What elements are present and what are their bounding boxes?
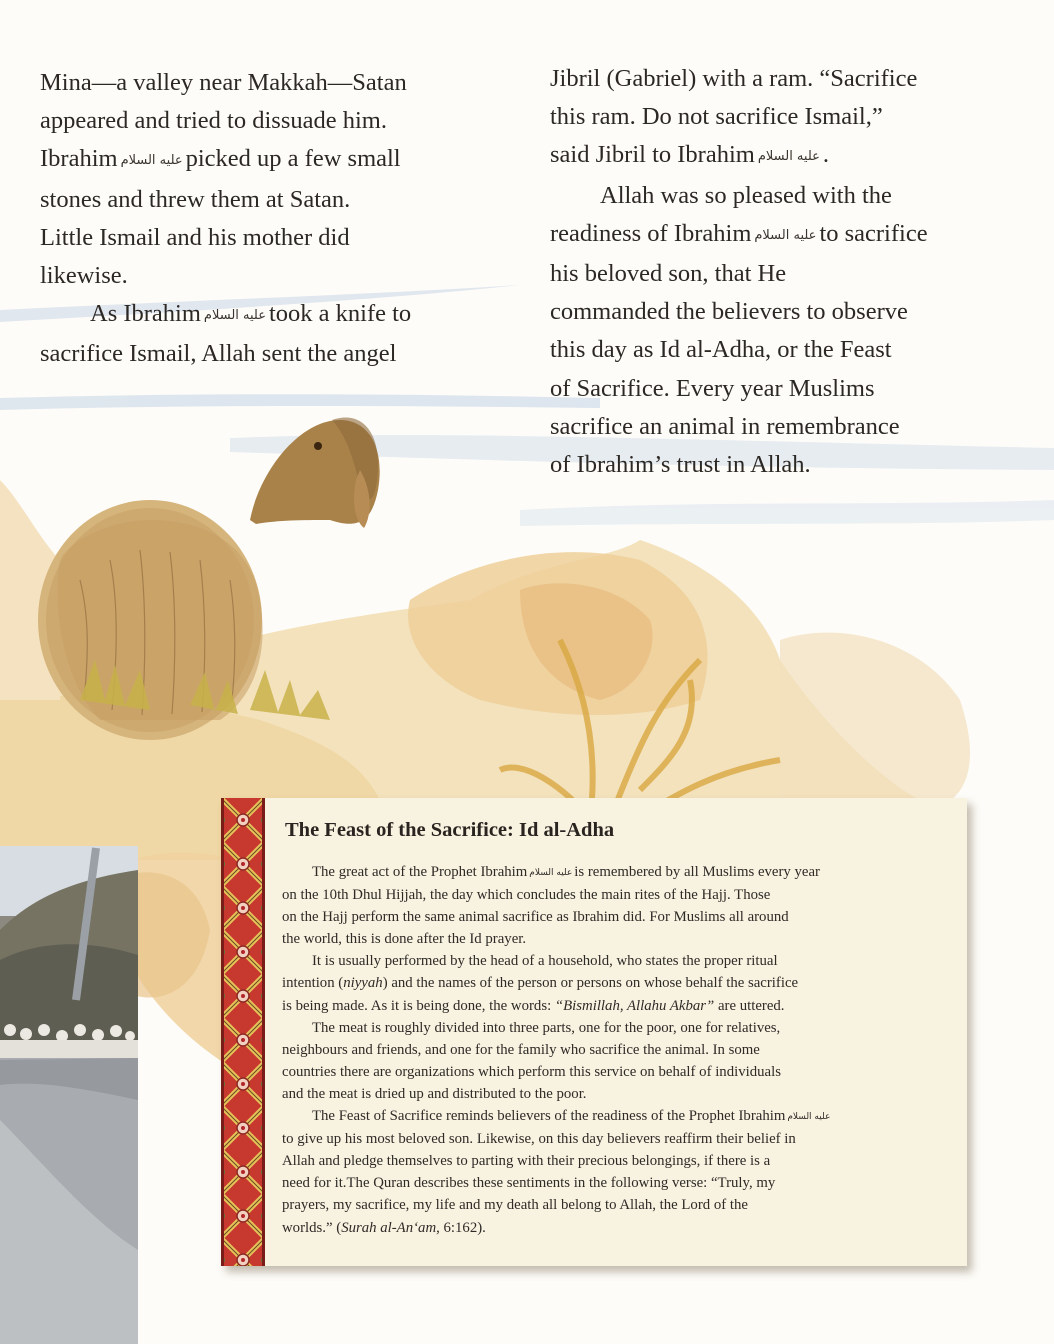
ornamental-border — [221, 798, 265, 1266]
text-line: Ibrahim — [40, 145, 118, 173]
grey-photo — [0, 1058, 138, 1344]
text-line: said Jibril to Ibrahim — [550, 141, 755, 169]
text-line: his beloved son, that He — [550, 260, 787, 288]
text-line: As Ibrahim — [90, 300, 201, 328]
text-line: Allah was so pleased with the — [600, 181, 892, 209]
text-line: picked up a few small — [185, 145, 401, 173]
honorific-icon: عليه السلام — [754, 227, 817, 243]
text-line: , 6:162). — [436, 1219, 486, 1236]
text-line: is remembered by all Muslims every year — [574, 864, 820, 880]
paragraph — [40, 295, 470, 373]
text-line: prayers, my sacrifice, my life and my death all belong to Allah, the Lord of the — [282, 1197, 748, 1214]
text-line: are uttered. — [714, 997, 785, 1014]
text-line: this ram. Do not sacrifice Ismail,” — [550, 103, 883, 131]
text-line: is being made. As it is being done, the words: — [282, 997, 555, 1014]
text-line: appeared and tried to dissuade him. — [40, 107, 387, 135]
pilgrims-photo — [0, 846, 138, 1058]
paragraph — [282, 1017, 890, 1105]
text-line: The Feast of Sacrifice reminds believers of the readiness of the Prophet Ibrahim — [312, 1108, 786, 1125]
text-line: worlds.” ( — [282, 1219, 342, 1236]
italic-citation: Surah al-An‘am — [341, 1219, 437, 1236]
body-column-right — [550, 60, 970, 484]
text-line: commanded the believers to observe — [550, 298, 908, 326]
text-line: countries there are organizations which perform this service on behalf of individuals — [282, 1063, 781, 1080]
honorific-icon: عليه السلام — [529, 868, 573, 878]
text-line: ) and the names of the person or persons on whose behalf the sacrifice — [382, 975, 799, 992]
text-line: of Sacrifice. Every year Muslims — [550, 374, 875, 402]
honorific-icon: عليه السلام — [757, 149, 820, 165]
paragraph — [550, 177, 970, 485]
text-line: The great act of the Prophet Ibrahim — [312, 864, 528, 880]
paragraph — [550, 60, 970, 177]
text-line: . — [822, 141, 830, 169]
text-line: of Ibrahim’s trust in Allah. — [550, 451, 811, 479]
body-column-left — [40, 64, 470, 374]
text-line: neighbours and friends, and one for the family who sacrifice the animal. In some — [282, 1041, 760, 1058]
sidebar-info-box — [221, 798, 967, 1266]
text-line: this day as Id al-Adha, or the Feast — [550, 336, 892, 364]
text-line: sacrifice an animal in remembrance — [550, 412, 900, 440]
text-line: to give up his most beloved son. Likewise, on this day believers reaffirm their belief in — [282, 1131, 796, 1148]
honorific-icon: عليه السلام — [203, 308, 266, 324]
text-line: likewise. — [40, 262, 128, 290]
text-line: It is usually performed by the head of a household, who states the proper ritual — [312, 953, 778, 970]
text-line: Allah and pledge themselves to parting with their precious belongings, if there is a — [282, 1153, 771, 1170]
text-line: took a knife to — [268, 300, 412, 328]
paragraph — [282, 950, 890, 1016]
paragraph — [282, 1105, 890, 1239]
paragraph — [40, 64, 470, 295]
box-title: The Feast of the Sacrifice: Id al-Adha — [285, 819, 615, 841]
text-line: stones and threw them at Satan. — [40, 185, 351, 213]
text-line: to sacrifice — [819, 219, 928, 247]
honorific-icon: عليه السلام — [120, 153, 183, 169]
text-line: need for it.The Quran describes these sentiments in the following verse: “Truly, my — [282, 1175, 776, 1192]
text-line: sacrifice Ismail, Allah sent the angel — [40, 340, 397, 368]
text-line: on the Hajj perform the same animal sacrifice as Ibrahim did. For Muslims all around — [282, 909, 789, 926]
text-line: and the meat is dried up and distributed to the poor. — [282, 1085, 587, 1102]
box-body — [282, 861, 890, 1239]
honorific-icon: عليه السلام — [787, 1112, 831, 1123]
text-line: Jibril (Gabriel) with a ram. “Sacrifice — [550, 65, 918, 92]
text-line: The meat is roughly divided into three parts, one for the poor, one for relatives, — [312, 1019, 781, 1036]
text-line: intention ( — [282, 975, 344, 992]
text-line: Little Ismail and his mother did — [40, 223, 350, 251]
text-line: Mina—a valley near Makkah—Satan — [40, 69, 407, 96]
text-line: readiness of Ibrahim — [550, 219, 752, 247]
text-line: on the 10th Dhul Hijjah, the day which concludes the main rites of the Hajj. Those — [282, 887, 771, 904]
text-line: the world, this is done after the Id prayer. — [282, 931, 527, 948]
italic-term: niyyah — [343, 975, 383, 992]
italic-quote: “Bismillah, Allahu Akbar” — [554, 997, 715, 1014]
paragraph — [282, 861, 890, 950]
